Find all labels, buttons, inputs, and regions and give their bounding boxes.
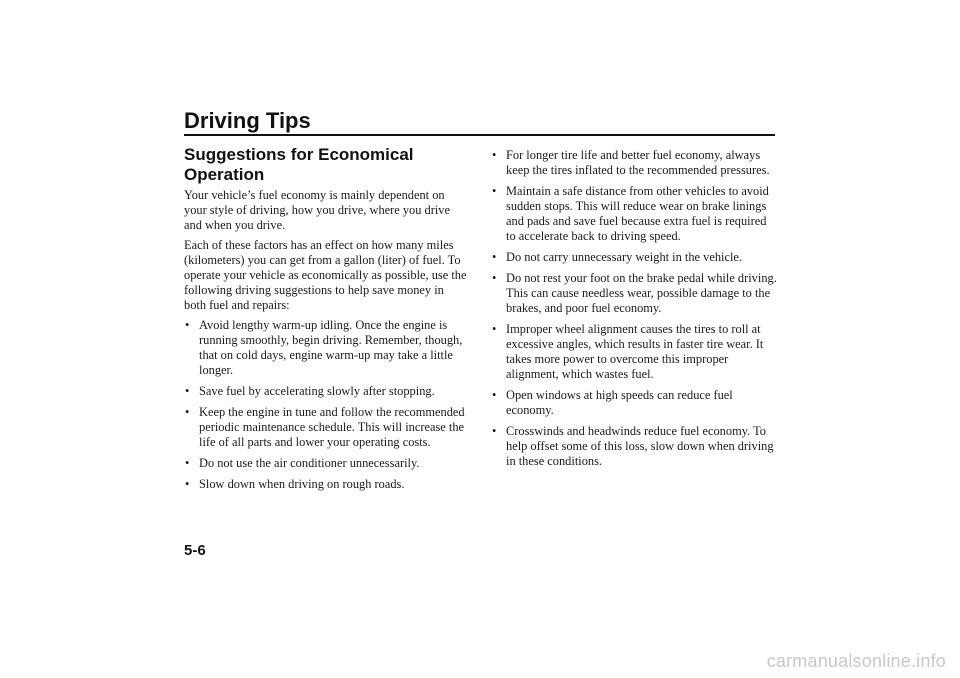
list-item-text: For longer tire life and better fuel economy, always keep the tires inflated to the recommended pressures. — [506, 148, 770, 177]
subsection-heading: Suggestions for Economical Operation — [184, 145, 414, 184]
list-item — [491, 250, 777, 265]
list-item-text: Slow down when driving on rough roads. — [199, 477, 405, 491]
bullet-icon: • — [185, 405, 190, 419]
list-item-text: Crosswinds and headwinds reduce fuel economy. To help offset some of this loss, slow down when driving in these conditions. — [506, 424, 774, 468]
list-item — [491, 271, 777, 316]
watermark-text: carmanualsonline.info — [766, 651, 946, 671]
bullet-icon: • — [492, 424, 497, 438]
bullet-icon: • — [492, 250, 497, 264]
bullet-icon: • — [492, 148, 497, 162]
list-item-text: Keep the engine in tune and follow the recommended periodic maintenance schedule. This will increase the life of all parts and lower your operating costs. — [199, 405, 465, 449]
list-item-text: Improper wheel alignment causes the tires to roll at excessive angles, which results in faster tire wear. It takes more power to overcome this improper alignment, which wastes fuel. — [506, 322, 764, 381]
left-tips-list — [184, 318, 468, 492]
list-item-text: Avoid lengthy warm-up idling. Once the engine is running smoothly, begin driving. Remember, though, that on cold days, engine warm-up may take a little longer. — [199, 318, 463, 377]
list-item-text: Do not carry unnecessary weight in the vehicle. — [506, 250, 743, 264]
section-title: Driving Tips — [184, 108, 311, 133]
list-item-text: Do not use the air conditioner unnecessarily. — [199, 456, 420, 470]
intro-paragraph: Your vehicle’s fuel economy is mainly dependent on your style of driving, how you drive, where you drive and when you drive. — [184, 188, 450, 232]
list-item — [491, 322, 777, 382]
bullet-icon: • — [185, 384, 190, 398]
left-column — [184, 145, 468, 498]
list-item — [491, 424, 777, 469]
list-item — [491, 148, 777, 178]
list-item-text: Maintain a safe distance from other vehicles to avoid sudden stops. This will reduce wear on brake linings and pads and save fuel because extra fuel is required to accelerate back to driving speed. — [506, 184, 769, 243]
list-item — [184, 456, 468, 471]
list-item — [491, 388, 777, 418]
list-item — [184, 477, 468, 492]
list-item — [184, 384, 468, 399]
page-number: 5-6 — [184, 542, 206, 559]
bullet-icon: • — [185, 456, 190, 470]
list-item — [184, 318, 468, 378]
right-tips-list — [491, 148, 777, 469]
title-divider — [184, 134, 775, 136]
bullet-icon: • — [185, 477, 190, 491]
factors-paragraph: Each of these factors has an effect on how many miles (kilometers) you can get from a gallon (liter) of fuel. To operate your vehicle as economically as possible, use the following driving suggestions to help save money in both fuel and repairs: — [184, 238, 467, 312]
list-item — [184, 405, 468, 450]
list-item-text: Save fuel by accelerating slowly after stopping. — [199, 384, 435, 398]
bullet-icon: • — [492, 184, 497, 198]
bullet-icon: • — [492, 322, 497, 336]
list-item-text: Do not rest your foot on the brake pedal while driving. This can cause needless wear, possible damage to the brakes, and poor fuel economy. — [506, 271, 777, 315]
bullet-icon: • — [492, 271, 497, 285]
right-column — [491, 148, 777, 475]
list-item-text: Open windows at high speeds can reduce fuel economy. — [506, 388, 733, 417]
bullet-icon: • — [492, 388, 497, 402]
list-item — [491, 184, 777, 244]
bullet-icon: • — [185, 318, 190, 332]
